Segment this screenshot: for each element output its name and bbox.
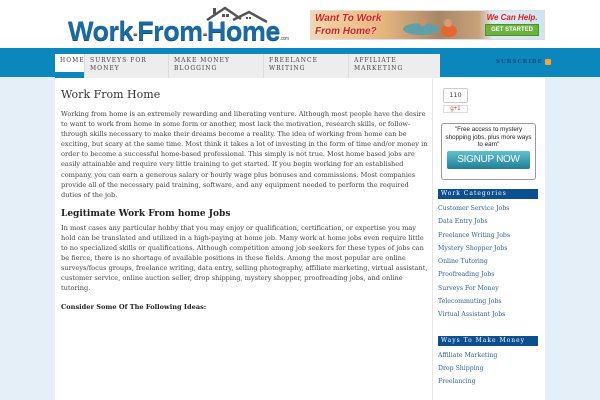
nav-item-label: MARKETING [354,65,404,72]
nav-item-make-money-blogging[interactable] [169,54,264,78]
ad-headline-line2: From Home? [315,26,377,37]
money-link[interactable]: Affiliate Marketing [438,351,498,359]
content-sidebar-divider [432,78,433,400]
category-link[interactable]: Online Tutoring [438,258,488,266]
article [61,88,431,311]
page-title: Work From Home [61,88,161,101]
category-link[interactable]: Telecommuting Jobs [438,298,502,306]
ad-cta-area [485,13,539,36]
family-photo-icon [391,15,471,39]
widget-title: Work Categories [438,189,538,199]
nav-item-label: WRITING [269,65,306,72]
logo-word-from: From [137,16,203,46]
nav-item-surveys-for-money[interactable] [85,54,169,78]
category-link[interactable]: Mystery Shopper Jobs [438,244,508,252]
ad-tagline: We Can Help. [486,13,538,22]
site-header [0,0,600,48]
logo-dash: - [202,24,207,41]
nav-item-home[interactable] [55,54,85,78]
nav-item-label: MAKE MONEY [174,57,230,64]
ideas-heading: Consider Some Of The Following Ideas: [61,302,207,311]
logo-suffix: .com [279,36,289,42]
money-link[interactable]: Drop Shipping [438,364,484,372]
signup-now-button[interactable]: SIGNUP NOW [447,151,530,169]
logo-word-home: Home [206,16,280,46]
widget-title: Ways To Make Money [438,336,538,346]
share-count: 110 [443,88,468,103]
ad-get-started-button[interactable]: GET STARTED [485,24,539,36]
nav-item-label: MONEY [90,65,120,72]
main-nav [55,54,440,78]
subscribe-link[interactable] [496,59,551,65]
header-ad-banner[interactable] [310,10,545,40]
work-categories-widget [438,189,538,322]
category-link[interactable]: Customer Service Jobs [438,205,510,212]
category-link[interactable]: Proofreading Jobs [438,271,495,279]
logo-dash: - [133,24,138,41]
google-plus-button[interactable]: g+1 [443,105,468,113]
ad-headline-line1: Want To Work [315,13,382,24]
signup-ad[interactable] [441,123,536,180]
logo-word-work: Work [68,16,134,46]
intro-paragraph: Working from home is an extremely rewarding and liberating venture. Although most people have the desire to want to work from home in some form or another, most lack the motivation, research skills, or follow-through skills necessary to make their dreams become a reality. The idea of working from home can be exciting, but scary at the same time. Most think it takes a lot of investing in the form of time and/or money in order to become a successful home-based professional. This simply is not true. Most home based jobs are easily attainable and require very little training to get started. If you begin working for an established company, you can earn a generous salary or hourly wage plus bonuses and commissions. Most companies provide all of the necessary paid training, software, and any equipment needed to perform the required duties of the job. [61,110,428,199]
nav-item-freelance-writing[interactable] [264,54,349,78]
nav-item-label: FREELANCE [269,57,318,64]
signup-ad-text: "Free access to mystery shopping jobs, plus more ways to earn" [445,126,532,148]
rss-icon [545,59,551,65]
money-link[interactable]: Freelancing [438,378,476,386]
nav-item-label: AFFILIATE [354,57,397,64]
nav-item-affiliate-marketing[interactable] [349,54,440,78]
site-logo[interactable] [68,8,289,46]
main-container [55,78,545,400]
ad-headline [315,12,381,38]
category-link[interactable]: Virtual Assistant Jobs [438,311,506,319]
category-link[interactable]: Surveys For Money [438,284,499,292]
nav-item-label: SURVEYS FOR [90,57,147,64]
nav-item-label: HOME [60,57,85,64]
subscribe-label: SUBSCRIBE [496,59,543,65]
category-link[interactable]: Freelance Writing Jobs [438,231,511,239]
ways-to-make-money-widget [438,336,538,389]
sidebar [438,88,538,389]
section-heading: Legitimate Work From home Jobs [61,208,231,219]
nav-item-label: BLOGGING [174,65,218,72]
category-link[interactable]: Data Entry Jobs [438,218,488,226]
section-paragraph: In most cases any particular hobby that you may enjoy or qualification, certification, or expertise you may hold can be translated and utilized in a high-paying at home job. Many work at home jobs even require little to no specialized skills or qualifications. Although competition among job seekers for these types of jobs can be fierce, there is no shortage of available positions in these fields. Among the most popular are online surveys/focus groups, freelance writing, data entry, selling photography, affiliate marketing, virtual assistant, customer service, online auction seller, drop shipping, mystery shopper, proofreading jobs, and online tutoring. [61,223,428,293]
